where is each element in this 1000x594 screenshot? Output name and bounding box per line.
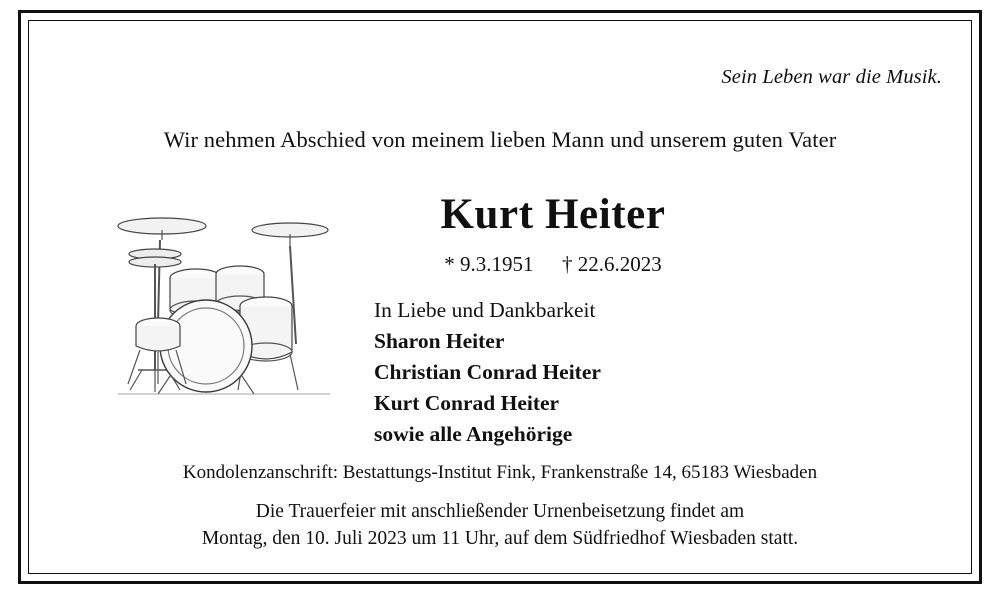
tribute-intro: In Liebe und Dankbarkeit (374, 298, 596, 322)
intro-text: Wir nehmen Abschied von meinem lieben Mann und unserem guten Vater (163, 127, 837, 152)
condolence-address: Kondolenzanschrift: Bestattungs-Institut Fink, Frankenstraße 14, 65183 Wiesbaden (182, 462, 818, 483)
life-dates (328, 252, 778, 277)
survivor-name: Kurt Conrad Heiter (374, 391, 560, 415)
survivor-name: Christian Conrad Heiter (374, 360, 601, 384)
survivor-name: Sharon Heiter (374, 329, 505, 353)
footer-block (28, 462, 972, 552)
tribute-block (374, 295, 794, 450)
death-date: † 22.6.2023 (562, 252, 662, 276)
ceremony-line-1: Die Trauerfeier mit anschließender Urnenbeisetzung findet am (255, 501, 745, 522)
motto-text: Sein Leben war die Musik. (721, 66, 942, 88)
notice-content (28, 20, 972, 574)
birth-date: * 9.3.1951 (444, 252, 534, 276)
ceremony-line-2: Montag, den 10. Juli 2023 um 11 Uhr, auf dem Südfriedhof Wiesbaden statt. (201, 528, 799, 549)
drum-set-icon (100, 194, 350, 414)
survivor-name: sowie alle Angehörige (374, 422, 573, 446)
deceased-name: Kurt Heiter (440, 191, 666, 238)
